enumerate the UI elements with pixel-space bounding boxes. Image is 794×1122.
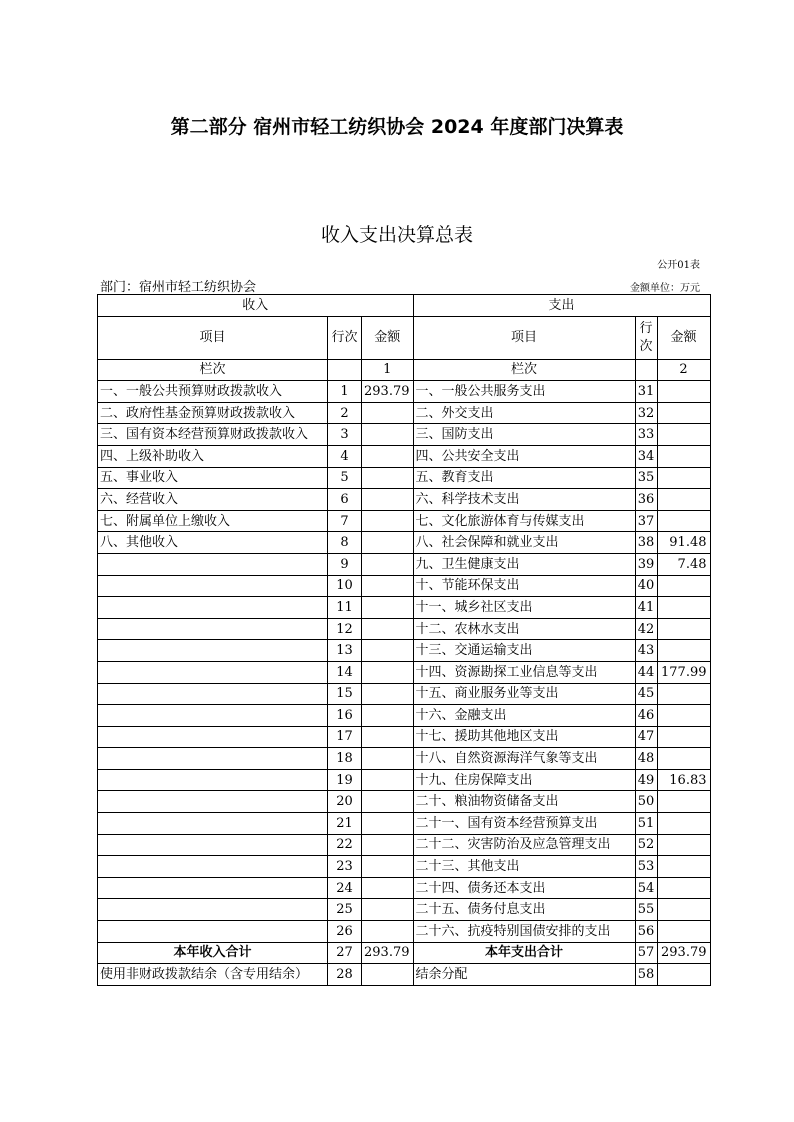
income-item-cell: [98, 597, 328, 619]
expense-amount-cell: [657, 813, 710, 835]
income-row-no-cell: 2: [328, 402, 362, 424]
table-row: [98, 575, 711, 597]
expense-amount-cell: [657, 899, 710, 921]
expense-amount-cell: 177.99: [657, 661, 710, 683]
income-row-no-cell: 15: [328, 683, 362, 705]
expense-amount-cell: [657, 683, 710, 705]
expense-row-no-cell: 41: [635, 597, 657, 619]
income-item-cell: 使用非财政拨款结余（含专用结余）: [98, 964, 328, 986]
income-row-no-cell: 5: [328, 467, 362, 489]
income-amount-cell: [362, 964, 414, 986]
income-item-cell: [98, 726, 328, 748]
table-row: [98, 856, 711, 878]
income-item-cell: [98, 899, 328, 921]
income-amount-cell: [362, 748, 414, 770]
table-row: [98, 726, 711, 748]
expense-row-no-cell: 43: [635, 640, 657, 662]
expense-amount-cell: [657, 640, 710, 662]
income-row-no-header: 行次: [328, 316, 362, 359]
expense-row-no-cell: 33: [635, 424, 657, 446]
income-row-no-cell: 9: [328, 553, 362, 575]
expense-row-no-cell: 37: [635, 510, 657, 532]
income-row-no-cell: 24: [328, 877, 362, 899]
income-amount-cell: [362, 424, 414, 446]
table-row: [98, 553, 711, 575]
income-row-no-cell: 7: [328, 510, 362, 532]
expense-item-cell: 二十五、债务付息支出: [413, 899, 635, 921]
income-row-no-cell: 10: [328, 575, 362, 597]
income-item-cell: [98, 877, 328, 899]
income-amount-cell: [362, 791, 414, 813]
expense-row-no-cell: 51: [635, 813, 657, 835]
table-row: [98, 877, 711, 899]
expense-amount-cell: [657, 424, 710, 446]
expense-item-cell: 二十四、债务还本支出: [413, 877, 635, 899]
table-row: [98, 834, 711, 856]
expense-amount-cell: [657, 964, 710, 986]
expense-item-cell: 二十三、其他支出: [413, 856, 635, 878]
income-item-cell: 二、政府性基金预算财政拨款收入: [98, 402, 328, 424]
income-row-no-cell: 11: [328, 597, 362, 619]
expense-amount-cell: 16.83: [657, 769, 710, 791]
column-header-row: [98, 316, 711, 359]
table-body: [98, 295, 711, 986]
income-row-no-cell: 13: [328, 640, 362, 662]
table-row: [98, 597, 711, 619]
income-row-no-cell: 12: [328, 618, 362, 640]
expense-row-no-cell: 32: [635, 402, 657, 424]
expense-item-cell: 十四、资源勘探工业信息等支出: [413, 661, 635, 683]
income-row-no-cell: 4: [328, 445, 362, 467]
department-label: 部门：宿州市轻工纺织协会: [100, 280, 257, 295]
expense-item-cell: 十九、住房保障支出: [413, 769, 635, 791]
income-item-cell: 七、附属单位上缴收入: [98, 510, 328, 532]
expense-amount-cell: 91.48: [657, 532, 710, 554]
income-row-no-cell: 23: [328, 856, 362, 878]
expense-item-cell: 十二、农林水支出: [413, 618, 635, 640]
income-row-no-cell: 17: [328, 726, 362, 748]
expense-row-no-cell: 56: [635, 921, 657, 943]
income-amount-cell: [362, 640, 414, 662]
expense-amount-cell: [657, 834, 710, 856]
income-item-cell: [98, 661, 328, 683]
empty-cell: [635, 359, 657, 381]
expense-row-no-cell: 55: [635, 899, 657, 921]
expense-row-no-cell: 45: [635, 683, 657, 705]
table-row: [98, 813, 711, 835]
income-item-cell: [98, 575, 328, 597]
expense-amount-cell: 293.79: [657, 942, 710, 964]
income-amount-cell: [362, 618, 414, 640]
expense-amount-cell: [657, 921, 710, 943]
expense-item-cell: 六、科学技术支出: [413, 489, 635, 511]
income-item-cell: [98, 748, 328, 770]
income-row-no-cell: 14: [328, 661, 362, 683]
income-row-no-cell: 6: [328, 489, 362, 511]
table-row: [98, 769, 711, 791]
income-row-no-cell: 25: [328, 899, 362, 921]
income-row-no-cell: 22: [328, 834, 362, 856]
expense-row-no-cell: 40: [635, 575, 657, 597]
expense-row-no-cell: 36: [635, 489, 657, 511]
expense-amount-cell: [657, 791, 710, 813]
expense-row-no-cell: 46: [635, 705, 657, 727]
income-item-cell: 本年收入合计: [98, 942, 328, 964]
column-index-row: [98, 359, 711, 381]
income-amount-cell: 293.79: [362, 942, 414, 964]
table-row: [98, 402, 711, 424]
expense-item-cell: 二、外交支出: [413, 402, 635, 424]
income-amount-cell: [362, 553, 414, 575]
expense-amount-cell: [657, 489, 710, 511]
income-item-cell: [98, 791, 328, 813]
income-section-header: 收入: [98, 295, 414, 317]
income-item-cell: 六、经营收入: [98, 489, 328, 511]
income-row-no-cell: 21: [328, 813, 362, 835]
table-row: [98, 424, 711, 446]
income-row-no-cell: 3: [328, 424, 362, 446]
expense-amount-cell: [657, 705, 710, 727]
expense-section-header: 支出: [413, 295, 710, 317]
income-amount-cell: [362, 597, 414, 619]
table-row: [98, 705, 711, 727]
expense-amount-cell: [657, 877, 710, 899]
expense-item-cell: 二十二、灾害防治及应急管理支出: [413, 834, 635, 856]
expense-item-cell: 十八、自然资源海洋气象等支出: [413, 748, 635, 770]
income-item-cell: [98, 834, 328, 856]
income-amount-cell: [362, 813, 414, 835]
expense-row-no-cell: 34: [635, 445, 657, 467]
income-amount-cell: [362, 575, 414, 597]
income-row-no-cell: 28: [328, 964, 362, 986]
income-column-index-label: 栏次: [98, 359, 328, 381]
table-row: [98, 748, 711, 770]
income-row-no-cell: 18: [328, 748, 362, 770]
income-amount-cell: [362, 726, 414, 748]
table-row: [98, 510, 711, 532]
table-row: [98, 532, 711, 554]
expense-item-cell: 七、文化旅游体育与传媒支出: [413, 510, 635, 532]
income-item-cell: [98, 705, 328, 727]
expense-item-cell: 五、教育支出: [413, 467, 635, 489]
expense-item-cell: 二十六、抗疫特别国债安排的支出: [413, 921, 635, 943]
income-amount-cell: [362, 467, 414, 489]
expense-row-no-cell: 48: [635, 748, 657, 770]
table-row: [98, 489, 711, 511]
expense-amount-cell: [657, 748, 710, 770]
expense-item-cell: 十五、商业服务业等支出: [413, 683, 635, 705]
income-amount-cell: [362, 683, 414, 705]
income-amount-cell: [362, 705, 414, 727]
income-row-no-cell: 1: [328, 381, 362, 403]
expense-amount-cell: [657, 467, 710, 489]
expense-amount-header: 金额: [657, 316, 710, 359]
table-row: [98, 618, 711, 640]
expense-amount-cell: [657, 726, 710, 748]
income-row-no-cell: 16: [328, 705, 362, 727]
expense-item-cell: 十一、城乡社区支出: [413, 597, 635, 619]
expense-item-cell: 八、社会保障和就业支出: [413, 532, 635, 554]
table-row: [98, 899, 711, 921]
income-amount-cell: [362, 532, 414, 554]
expense-row-no-cell: 50: [635, 791, 657, 813]
income-amount-cell: [362, 921, 414, 943]
income-item-cell: [98, 769, 328, 791]
expense-amount-cell: [657, 575, 710, 597]
empty-cell: [328, 359, 362, 381]
income-item-cell: [98, 618, 328, 640]
expense-amount-cell: [657, 856, 710, 878]
income-amount-cell: [362, 856, 414, 878]
table-row: [98, 921, 711, 943]
expense-row-no-header: 行次: [635, 316, 657, 359]
table-row: [98, 791, 711, 813]
expense-amount-cell: [657, 597, 710, 619]
income-amount-cell: 293.79: [362, 381, 414, 403]
expense-row-no-cell: 53: [635, 856, 657, 878]
income-item-cell: [98, 553, 328, 575]
expense-row-no-cell: 57: [635, 942, 657, 964]
expense-row-no-cell: 52: [635, 834, 657, 856]
expense-item-cell: 一、一般公共服务支出: [413, 381, 635, 403]
expense-item-header: 项目: [413, 316, 635, 359]
expense-row-no-cell: 44: [635, 661, 657, 683]
expense-column-index: 2: [657, 359, 710, 381]
expense-row-no-cell: 49: [635, 769, 657, 791]
document-title: 第二部分 宿州市轻工纺织协会 2024 年度部门决算表: [170, 116, 624, 138]
income-item-cell: 一、一般公共预算财政拨款收入: [98, 381, 328, 403]
expense-row-no-cell: 31: [635, 381, 657, 403]
expense-amount-cell: [657, 402, 710, 424]
table-row: [98, 467, 711, 489]
expense-column-index-label: 栏次: [413, 359, 635, 381]
income-expense-table: [97, 294, 711, 986]
expense-row-no-cell: 35: [635, 467, 657, 489]
income-amount-cell: [362, 769, 414, 791]
income-item-cell: [98, 921, 328, 943]
table-row: [98, 661, 711, 683]
income-row-no-cell: 27: [328, 942, 362, 964]
income-row-no-cell: 8: [328, 532, 362, 554]
income-item-cell: 八、其他收入: [98, 532, 328, 554]
income-amount-cell: [362, 877, 414, 899]
expense-item-cell: 十、节能环保支出: [413, 575, 635, 597]
income-item-cell: [98, 640, 328, 662]
income-item-header: 项目: [98, 316, 328, 359]
income-amount-header: 金额: [362, 316, 414, 359]
expense-item-cell: 四、公共安全支出: [413, 445, 635, 467]
table-row: [98, 445, 711, 467]
income-amount-cell: [362, 489, 414, 511]
income-item-cell: 三、国有资本经营预算财政拨款收入: [98, 424, 328, 446]
income-amount-cell: [362, 402, 414, 424]
table-row: [98, 640, 711, 662]
expense-row-no-cell: 42: [635, 618, 657, 640]
expense-row-no-cell: 47: [635, 726, 657, 748]
expense-item-cell: 三、国防支出: [413, 424, 635, 446]
income-amount-cell: [362, 899, 414, 921]
table-title: 收入支出决算总表: [320, 224, 473, 246]
table-row: [98, 381, 711, 403]
expense-item-cell: 十六、金融支出: [413, 705, 635, 727]
total-row: [98, 942, 711, 964]
income-row-no-cell: 26: [328, 921, 362, 943]
expense-row-no-cell: 39: [635, 553, 657, 575]
income-amount-cell: [362, 510, 414, 532]
income-item-cell: 四、上级补助收入: [98, 445, 328, 467]
income-amount-cell: [362, 661, 414, 683]
expense-row-no-cell: 58: [635, 964, 657, 986]
income-amount-cell: [362, 445, 414, 467]
expense-item-cell: 九、卫生健康支出: [413, 553, 635, 575]
income-row-no-cell: 19: [328, 769, 362, 791]
income-row-no-cell: 20: [328, 791, 362, 813]
expense-item-cell: 二十、粮油物资储备支出: [413, 791, 635, 813]
income-item-cell: [98, 813, 328, 835]
expense-amount-cell: [657, 618, 710, 640]
expense-amount-cell: [657, 445, 710, 467]
expense-row-no-cell: 38: [635, 532, 657, 554]
income-amount-cell: [362, 834, 414, 856]
table-row: [98, 964, 711, 986]
income-column-index: 1: [362, 359, 414, 381]
expense-row-no-cell: 54: [635, 877, 657, 899]
expense-amount-cell: 7.48: [657, 553, 710, 575]
amount-unit-label: 金额单位：万元: [630, 283, 700, 294]
expense-item-cell: 十七、援助其他地区支出: [413, 726, 635, 748]
table-row: [98, 683, 711, 705]
expense-amount-cell: [657, 381, 710, 403]
expense-item-cell: 结余分配: [413, 964, 635, 986]
income-item-cell: [98, 683, 328, 705]
section-header-row: [98, 295, 711, 317]
expense-item-cell: 二十一、国有资本经营预算支出: [413, 813, 635, 835]
expense-amount-cell: [657, 510, 710, 532]
expense-item-cell: 十三、交通运输支出: [413, 640, 635, 662]
income-item-cell: [98, 856, 328, 878]
form-code: 公开01表: [657, 260, 700, 271]
income-item-cell: 五、事业收入: [98, 467, 328, 489]
expense-item-cell: 本年支出合计: [413, 942, 635, 964]
